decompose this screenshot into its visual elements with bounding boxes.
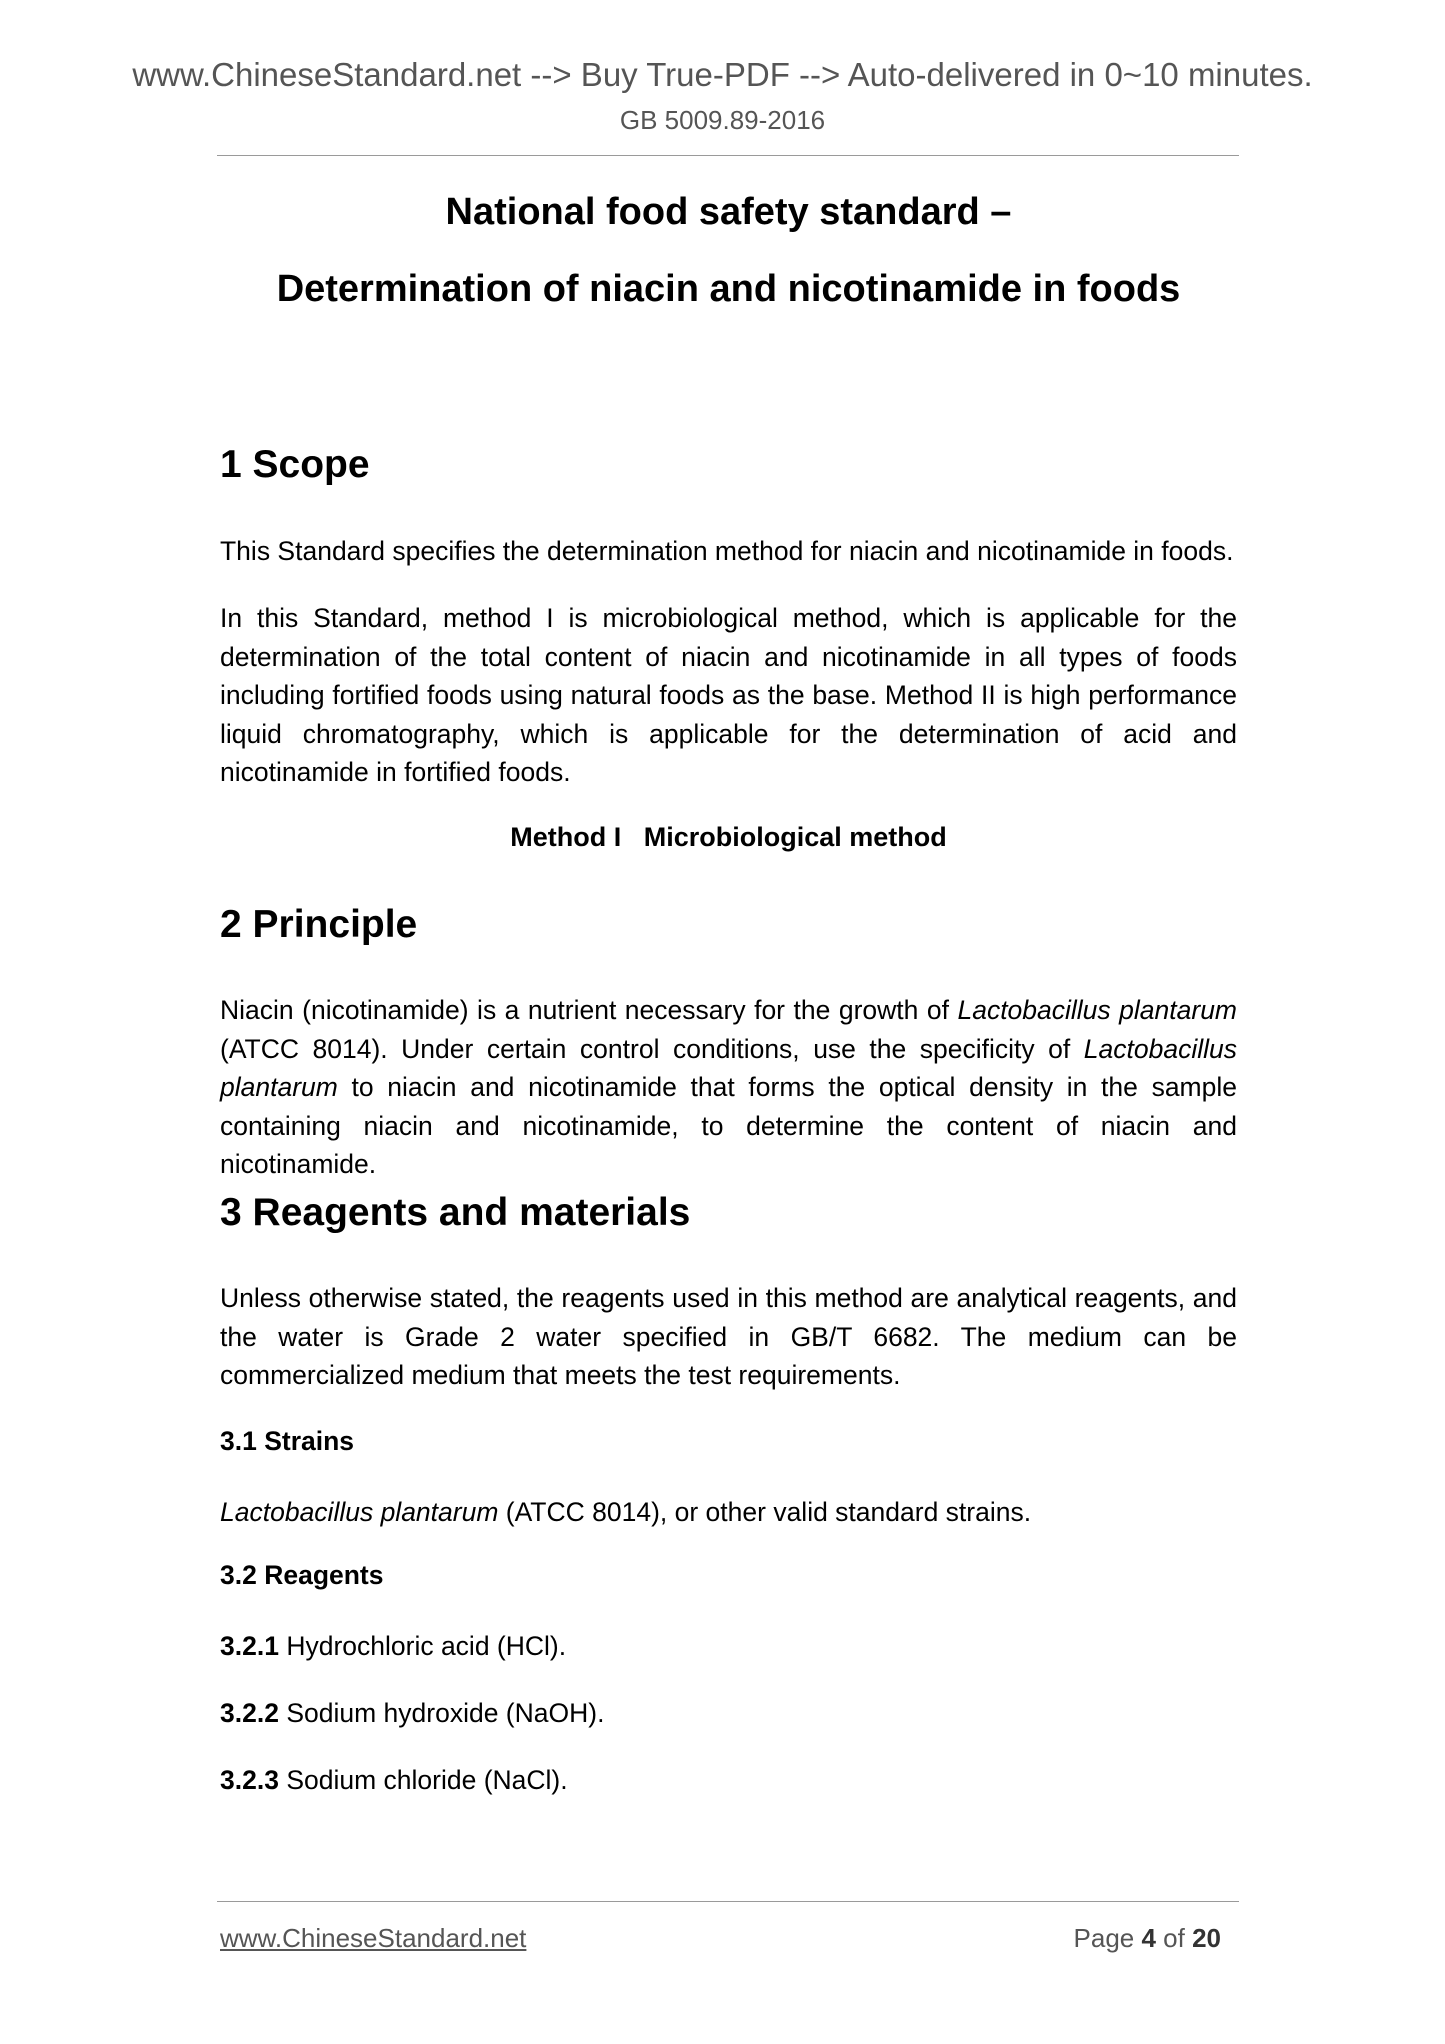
reagent-item-number: 3.2.1 xyxy=(220,1631,279,1661)
reagents-intro-paragraph: Unless otherwise stated, the reagents used in this method are analytical reagents, and the water is Grade 2 water specified in GB/T 6682. The medium can be commercialized medium that meets the test requirements. xyxy=(220,1283,1237,1390)
section-heading-reagents: 3 Reagents and materials xyxy=(220,1191,691,1234)
principle-text-3: to niacin and nicotinamide that forms the optical density in the sample containing niacin and nicotinamide, to determine the content of niacin and nicotinamide. xyxy=(220,1072,1237,1179)
organism-name: Lactobacillus plantarum xyxy=(957,995,1238,1025)
method-heading xyxy=(220,821,1237,853)
reagent-item xyxy=(220,1761,1237,1800)
scope-paragraph-1: This Standard specifies the determination method for niacin and nicotinamide in foods. xyxy=(220,536,1234,566)
footer-site-link[interactable]: www.ChineseStandard.net xyxy=(220,1923,527,1953)
reagent-item-text: Hydrochloric acid (HCl). xyxy=(278,1631,567,1661)
site-banner: www.ChineseStandard.net --> Buy True-PDF --> Auto-delivered in 0~10 minutes. xyxy=(132,56,1313,93)
organism-name: Lactobacillus plantarum xyxy=(220,1033,1237,1102)
reagent-item xyxy=(220,1694,1237,1733)
strains-paragraph xyxy=(220,1493,1237,1532)
method-name: Microbiological method xyxy=(643,822,947,852)
reagent-item-number: 3.2.2 xyxy=(220,1698,279,1728)
section-heading-scope: 1 Scope xyxy=(220,443,370,486)
page-prefix: Page xyxy=(1073,1923,1142,1953)
strains-text: (ATCC 8014), or other valid standard strains. xyxy=(498,1497,1032,1527)
document-code: GB 5009.89-2016 xyxy=(619,105,826,135)
organism-name: Lactobacillus plantarum xyxy=(220,1497,499,1527)
document-title-line-2: Determination of niacin and nicotinamide in foods xyxy=(276,268,1181,310)
scope-paragraph-2: In this Standard, method I is microbiological method, which is applicable for the determination of the total content of niacin and nicotinamide in all types of foods including fortified foods using natural foods as the base. Method II is high performance liquid chromatography, which is applicable for the determination of acid and nicotinamide in fortified foods. xyxy=(220,603,1237,787)
method-label: Method I xyxy=(510,822,622,852)
document-title-line-1: National food safety standard – xyxy=(445,191,1012,233)
subsection-heading-strains: 3.1 Strains xyxy=(220,1426,355,1456)
reagent-item-text: Sodium chloride (NaCl). xyxy=(278,1765,568,1795)
principle-paragraph xyxy=(220,991,1237,1184)
reagent-item-text: Sodium hydroxide (NaOH). xyxy=(278,1698,605,1728)
footer-divider xyxy=(217,1901,1239,1902)
subsection-heading-reagents: 3.2 Reagents xyxy=(220,1560,384,1590)
page-indicator xyxy=(1074,1923,1221,1954)
page-of: of xyxy=(1155,1923,1193,1953)
section-heading-principle: 2 Principle xyxy=(220,903,418,946)
reagent-item-number: 3.2.3 xyxy=(220,1765,279,1795)
principle-text-2: (ATCC 8014). Under certain control conditions, use the specificity of xyxy=(220,1033,1084,1064)
current-page-number: 4 xyxy=(1141,1923,1156,1953)
total-pages: 20 xyxy=(1192,1923,1221,1953)
principle-text-1: Niacin (nicotinamide) is a nutrient necessary for the growth of xyxy=(220,995,958,1025)
header-divider xyxy=(217,155,1239,156)
reagent-item xyxy=(220,1627,1237,1666)
